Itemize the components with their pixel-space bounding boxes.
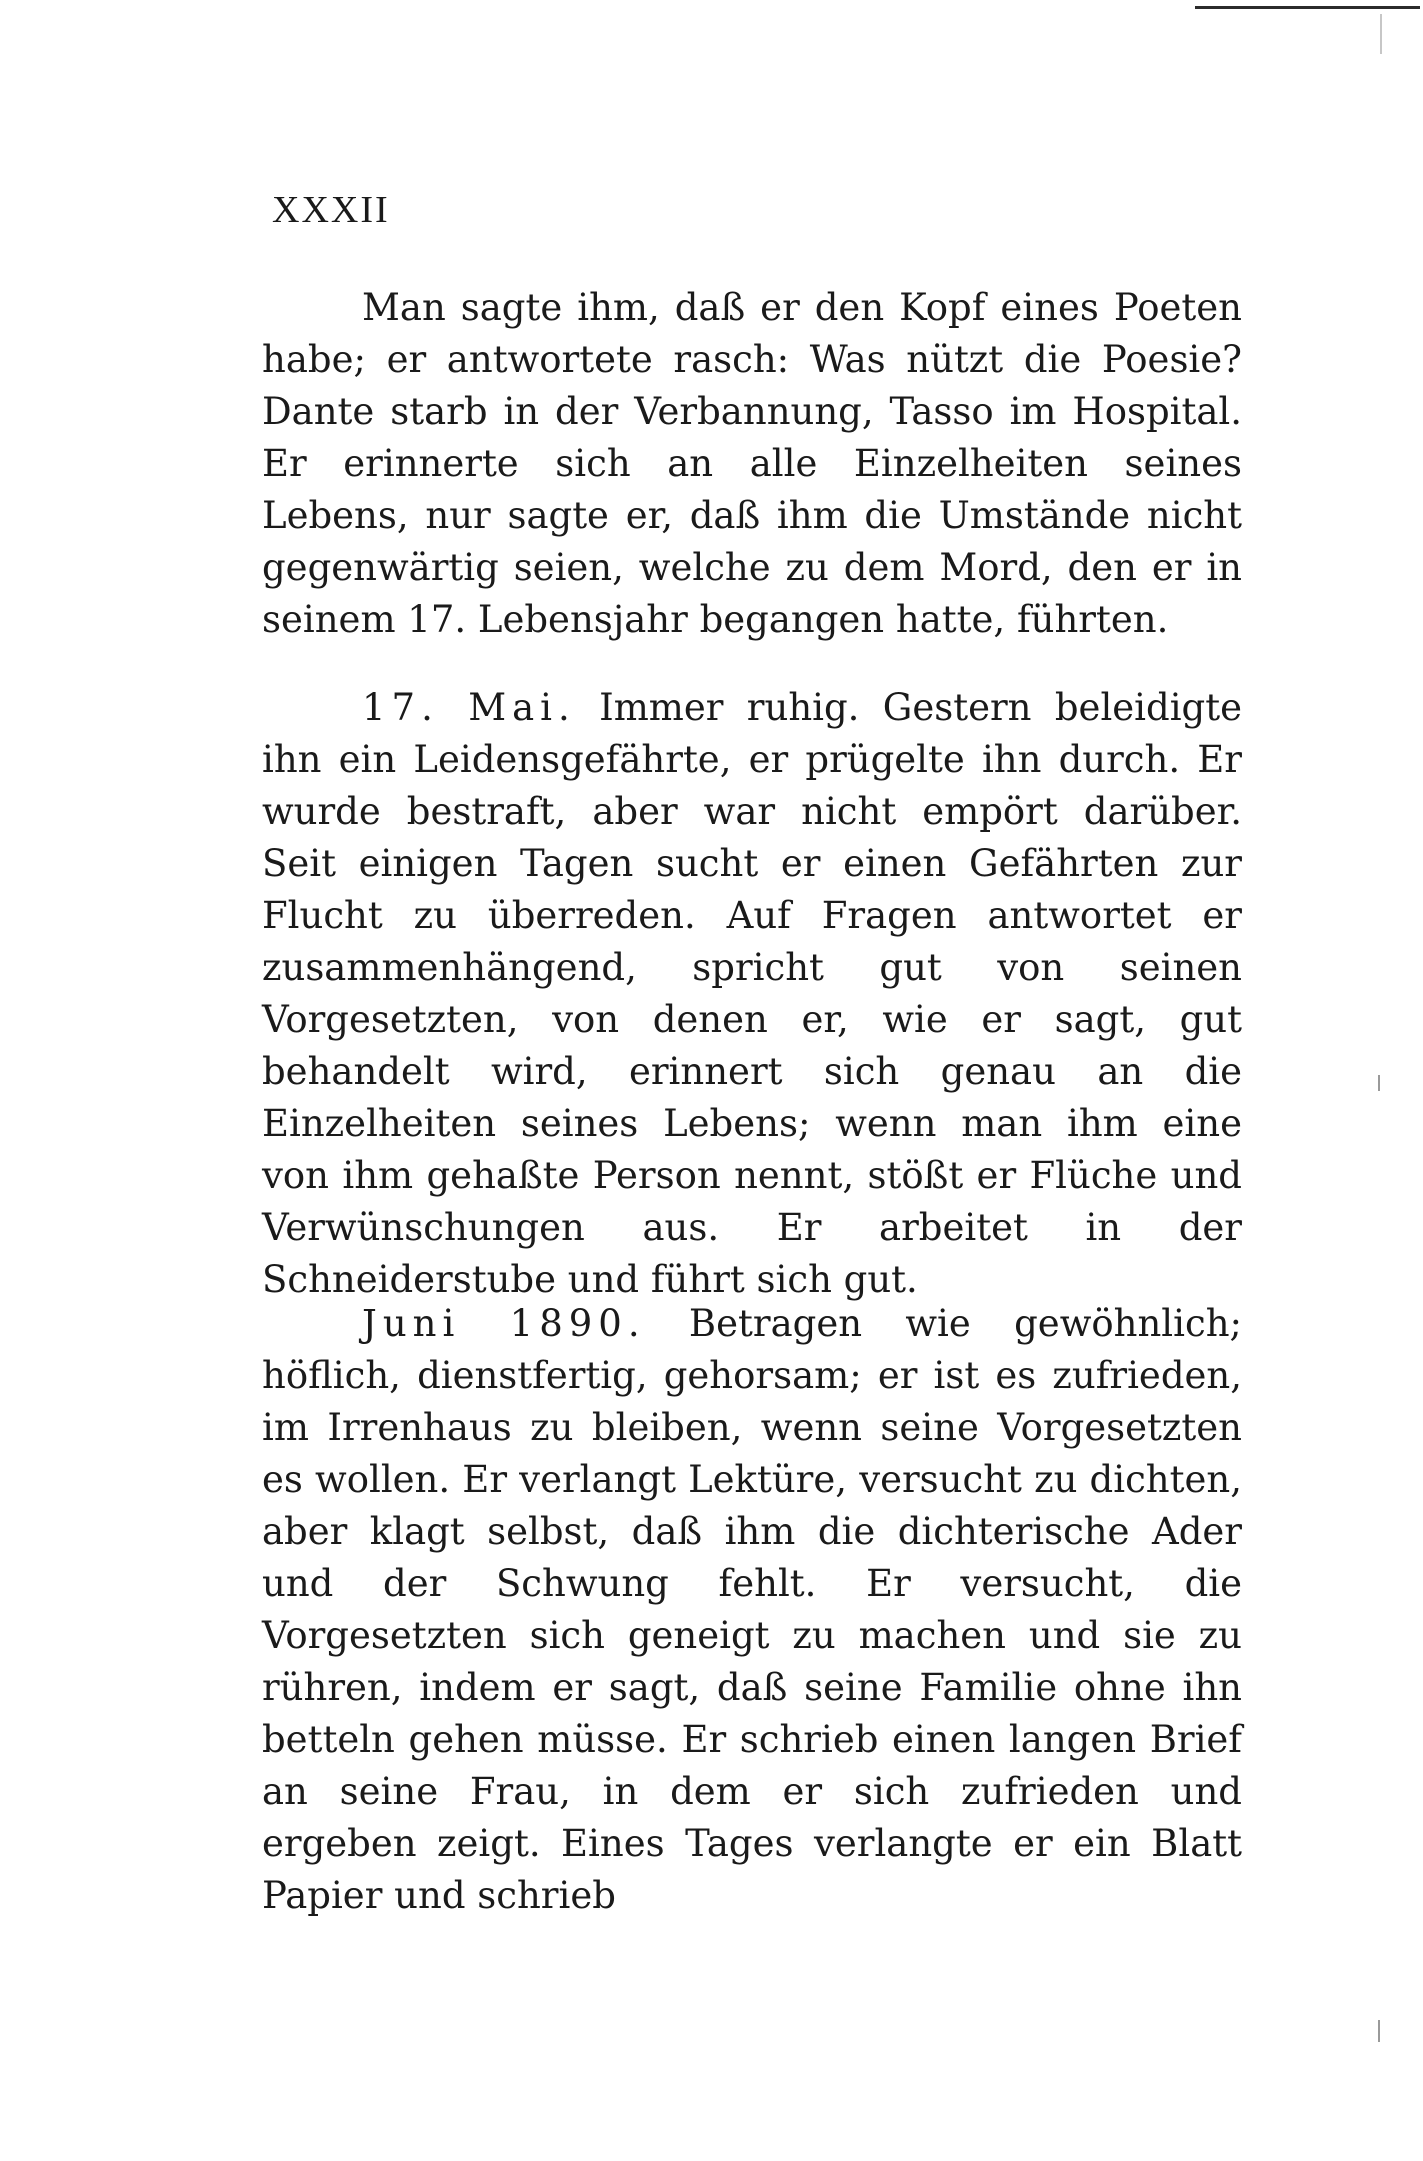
- margin-mark: [1378, 1075, 1380, 1091]
- top-edge-rule: [1195, 6, 1420, 9]
- paragraph-text: Betragen wie gewöhnlich; höflich, dienstfertig, gehorsam; er ist es zufrieden, im Irrenhaus zu bleiben, wenn seine Vorgesetzten es wollen. Er verlangt Lektüre, versucht zu dichten, aber klagt selbst, daß ihm die dichterische Ader und der Schwung fehlt. Er versucht, die Vorgesetzten sich geneigt zu machen und sie zu rühren, indem er sagt, daß seine Familie ohne ihn betteln gehen müsse. Er schrieb einen langen Brief an seine Frau, in dem er sich zufrieden und ergeben zeigt. Eines Tages verlangte er ein Blatt Papier und schrieb: [262, 1302, 1242, 1917]
- entry-date: Juni 1890.: [362, 1302, 646, 1345]
- paragraph-text: Immer ruhig. Gestern beleidigte ihn ein Leidensgefährte, er prügelte ihn durch. Er wurde bestraft, aber war nicht empört darüber. Seit einigen Tagen sucht er einen Gefährten zur Flucht zu überreden. Auf Fragen antwortet er zusammenhängend, spricht gut von seinen Vorgesetzten, von denen er, wie er sagt, gut behandelt wird, erinnert sich genau an die Einzelheiten seines Lebens; wenn man ihm eine von ihm gehaßte Person nennt, stößt er Flüche und Verwünschungen aus. Er arbeitet in der Schneiderstube und führt sich gut.: [262, 686, 1242, 1301]
- margin-mark: [1380, 14, 1382, 54]
- paragraph: [262, 282, 1242, 646]
- margin-mark: [1378, 2020, 1380, 2042]
- paragraph: [262, 1298, 1242, 1922]
- paragraph-body: [262, 1298, 1242, 1922]
- paragraph: [262, 682, 1242, 1306]
- paragraph-text: Man sagte ihm, daß er den Kopf eines Poeten habe; er antwortete rasch: Was nützt die Poesie? Dante starb in der Verbannung, Tasso im Hospital. Er erinnerte sich an alle Einzelheiten seines Lebens, nur sagte er, daß ihm die Umstände nicht gegenwärtig seien, welche zu dem Mord, den er in seinem 17. Lebensjahr begangen hatte, führten.: [262, 286, 1242, 641]
- paragraph-body: [262, 682, 1242, 1306]
- page-number: XXXII: [272, 189, 390, 231]
- entry-date: 17. Mai.: [362, 686, 576, 729]
